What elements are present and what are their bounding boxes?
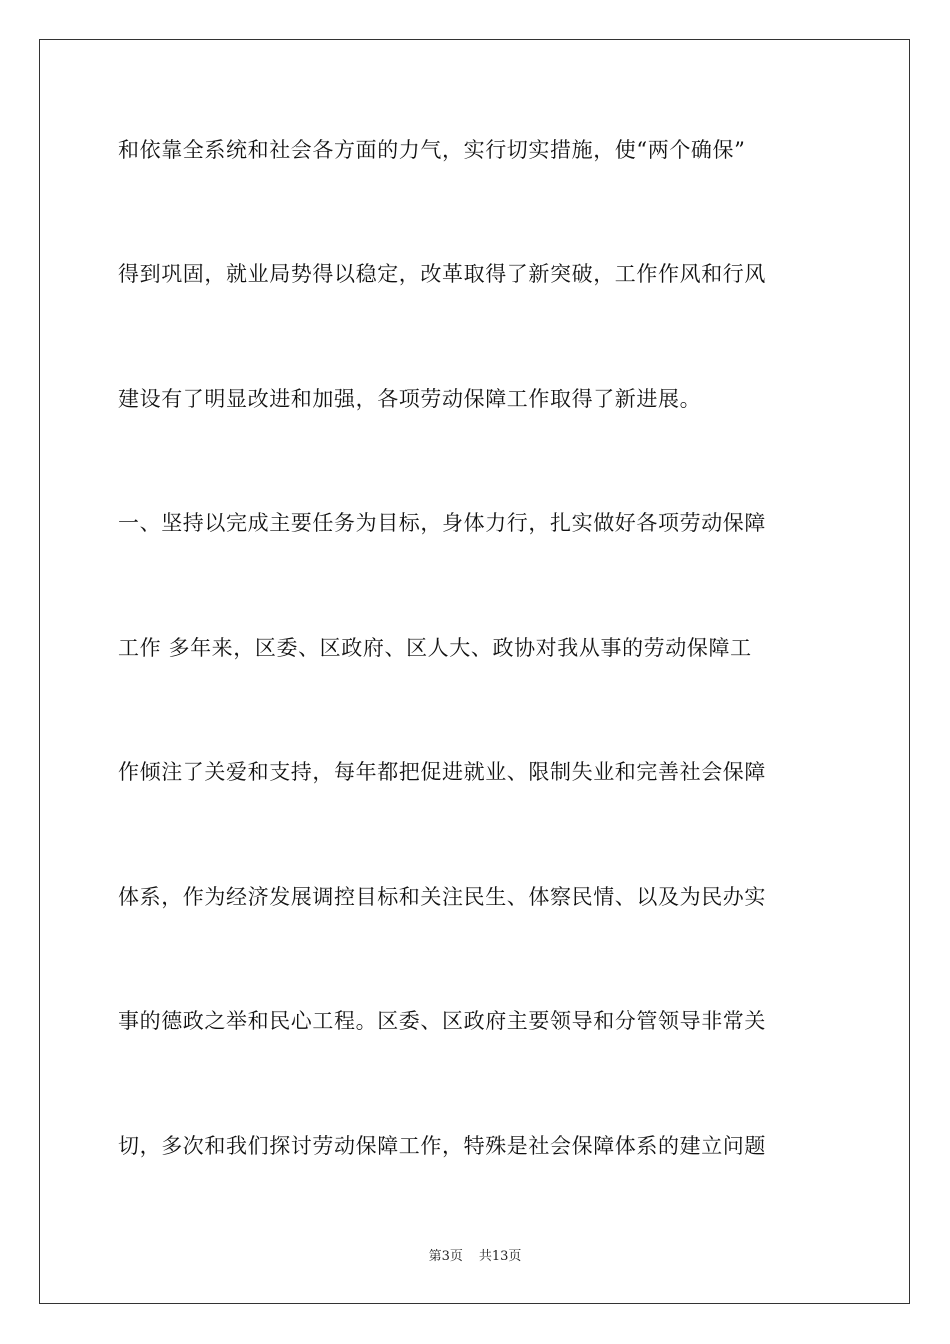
text-line: 和依靠全系统和社会各方面的力气，实行切实措施，使“两个确保”: [118, 138, 746, 162]
page-footer: [0, 1249, 950, 1265]
page-border: [39, 39, 910, 1304]
text-line: 建设有了明显改进和加强，各项劳动保障工作取得了新进展。: [118, 387, 702, 411]
text-line: 事的德政之举和民心工程。区委、区政府主要领导和分管领导非常关: [118, 1009, 766, 1033]
text-line: 作倾注了关爱和支持，每年都把促进就业、限制失业和完善社会保障: [118, 760, 766, 784]
text-line: 得到巩固，就业局势得以稳定，改革取得了新突破，工作作风和行风: [118, 262, 766, 286]
text-line: 工作 多年来，区委、区政府、区人大、政协对我从事的劳动保障工: [118, 636, 752, 660]
text-line: 一、坚持以完成主要任务为目标，身体力行，扎实做好各项劳动保障: [118, 511, 766, 535]
text-line: 切，多次和我们探讨劳动保障工作，特殊是社会保障体系的建立问题: [118, 1134, 766, 1158]
text-line: 体系，作为经济发展调控目标和关注民生、体察民情、以及为民办实: [118, 885, 766, 909]
page-number: 第3页: [428, 1249, 463, 1264]
page-total: 共13页: [478, 1249, 522, 1264]
